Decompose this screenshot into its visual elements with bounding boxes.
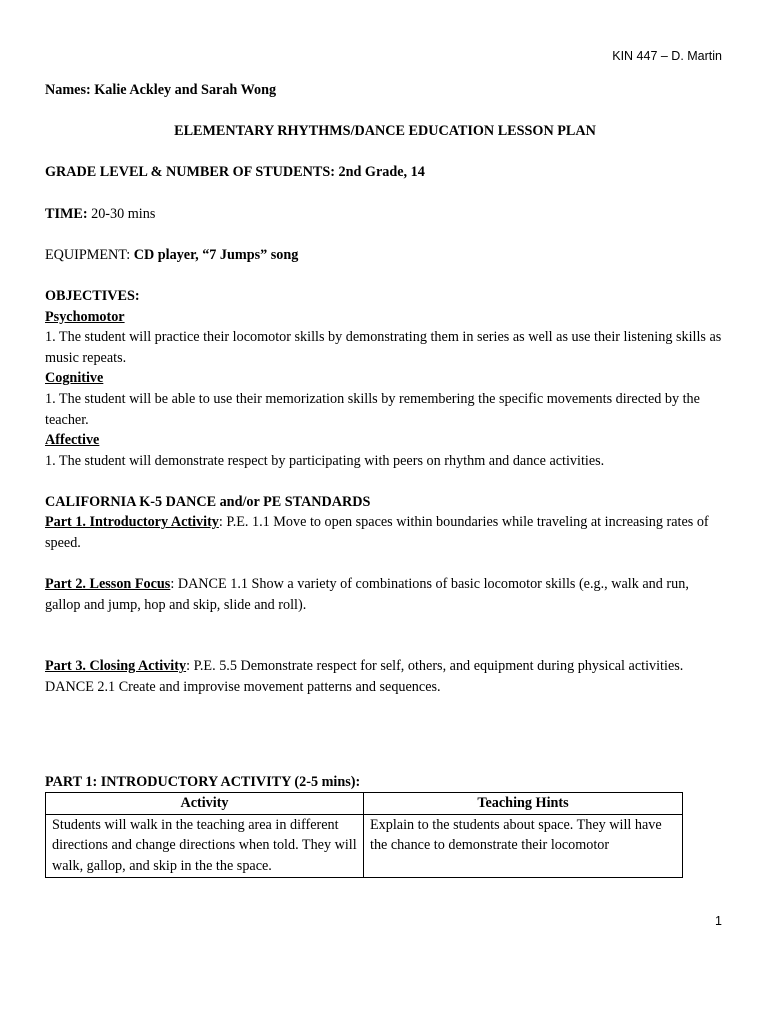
- grade-value: 2nd Grade, 14: [338, 164, 425, 181]
- page-title: ELEMENTARY RHYTHMS/DANCE EDUCATION LESSON PLAN: [174, 123, 596, 140]
- grade-line: [45, 162, 725, 183]
- standard-part3-extra: DANCE 2.1 Create and improvise movement patterns and sequences.: [45, 679, 441, 696]
- standard-part1-label: Part 1. Introductory Activity: [45, 514, 219, 531]
- affective-label: Affective: [45, 432, 100, 449]
- page-number: 1: [715, 914, 722, 928]
- psychomotor-text: 1. The student will practice their locomotor skills by demonstrating them in series as well as use their listening skills as music repeats.: [45, 329, 722, 366]
- equipment-label: EQUIPMENT:: [45, 246, 131, 263]
- running-header: KIN 447 – D. Martin: [612, 49, 722, 63]
- table-header-row: [46, 793, 683, 815]
- column-header-activity: Activity: [46, 793, 364, 815]
- names-value: Kalie Ackley and Sarah Wong: [94, 82, 277, 98]
- equipment-line: [45, 245, 725, 266]
- standard-part2: [45, 574, 725, 615]
- grade-label: GRADE LEVEL & NUMBER OF STUDENTS:: [45, 164, 335, 181]
- standard-part3: [45, 656, 725, 677]
- time-value: 20-30 mins: [91, 205, 156, 222]
- lesson-plan-body: [45, 80, 725, 878]
- standard-part2-text: : DANCE 1.1 Show a variety of combinations of basic locomotor skills (e.g., walk and run, gallop and jump, hop and skip, slide and roll).: [45, 576, 689, 613]
- cognitive-label: Cognitive: [45, 370, 104, 387]
- standard-part1: [45, 512, 725, 553]
- teaching-hints-cell: Explain to the students about space. They will have the chance to demonstrate their locomotor: [364, 814, 683, 877]
- column-header-teaching-hints: Teaching Hints: [364, 793, 683, 815]
- names-line: [45, 80, 725, 101]
- standard-part2-label: Part 2. Lesson Focus: [45, 576, 171, 593]
- time-line: [45, 204, 725, 225]
- standard-part3-label: Part 3. Closing Activity: [45, 658, 187, 675]
- equipment-value: CD player, “7 Jumps” song: [133, 246, 299, 263]
- names-label: Names:: [45, 82, 91, 98]
- activity-cell: Students will walk in the teaching area in different directions and change directions when told. They will walk, gallop, and skip in the the space.: [46, 814, 364, 877]
- objectives-heading: OBJECTIVES:: [45, 287, 140, 304]
- activity-table: [45, 792, 683, 878]
- table-row: [46, 814, 683, 877]
- standard-part1-text: : P.E. 1.1 Move to open spaces within boundaries while traveling at increasing rates of speed.: [45, 514, 709, 552]
- psychomotor-label: Psychomotor: [45, 308, 125, 325]
- affective-text: 1. The student will demonstrate respect by participating with peers on rhythm and dance activities.: [45, 452, 605, 469]
- part1-heading: PART 1: INTRODUCTORY ACTIVITY (2-5 mins):: [45, 773, 361, 790]
- standards-heading: CALIFORNIA K-5 DANCE and/or PE STANDARDS: [45, 493, 371, 510]
- cognitive-text: 1. The student will be able to use their memorization skills by remembering the specific movements directed by the teacher.: [45, 390, 700, 428]
- time-label: TIME:: [45, 205, 88, 222]
- standard-part3-text: : P.E. 5.5 Demonstrate respect for self, others, and equipment during physical activities.: [186, 658, 684, 675]
